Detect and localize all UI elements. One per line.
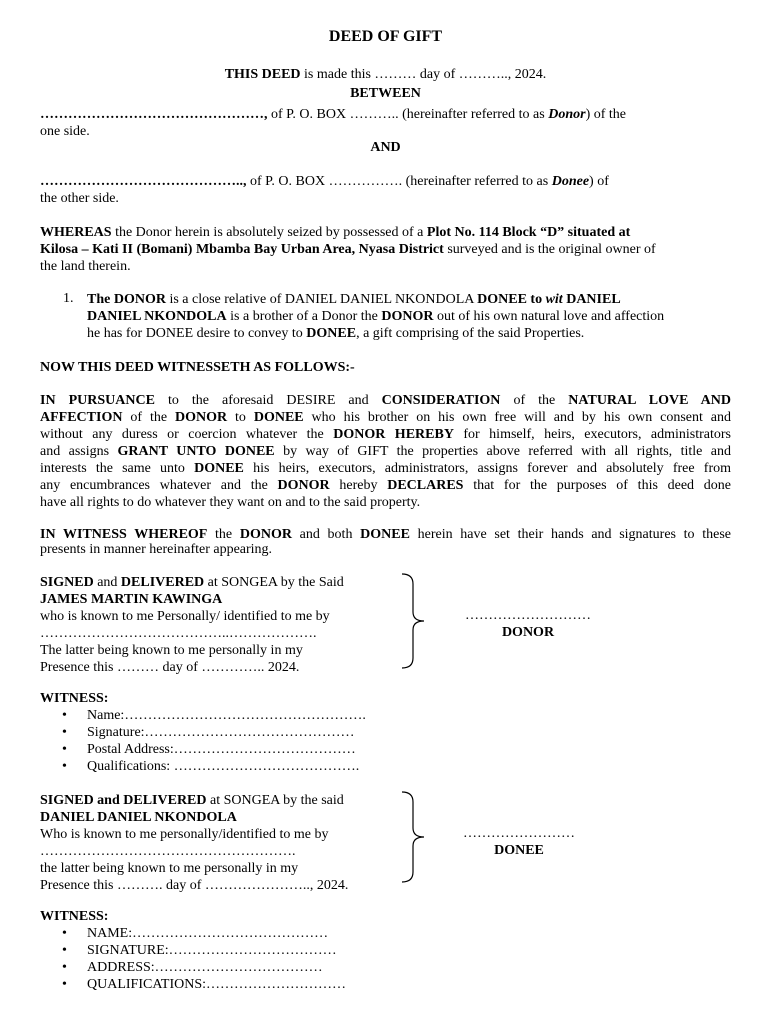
in-witness-text: herein have set their hands and signatures to these: [409, 527, 732, 542]
right-brace-icon: [400, 572, 430, 670]
sig1-location: at SONGEA by the Said: [204, 575, 344, 590]
pursuance-text: without any duress or coercion whatever the: [40, 427, 334, 442]
pursuance-text: to: [227, 410, 254, 425]
donee-address-text: of P. O. BOX ……………. (hereinafter referred to as: [246, 174, 552, 189]
donee-role-label: DONEE: [494, 843, 544, 858]
donee-end-text: ) of: [589, 174, 609, 189]
pursuance-bold: DECLARES: [387, 478, 464, 493]
pursuance-text: for himself, heirs, executors, administrators: [453, 427, 731, 442]
pursuance-text: that for the purposes of this deed done: [463, 478, 732, 493]
pursuance-line6: [40, 477, 731, 494]
whereas-text: the Donor herein is absolutely seized by possessed of a: [111, 225, 427, 240]
between-label: BETWEEN: [350, 86, 421, 101]
signed-delivered-label: SIGNED and DELIVERED: [40, 793, 207, 808]
clause-name-start: DANIEL: [562, 292, 621, 307]
pursuance-bold: CONSIDERATION: [381, 393, 501, 408]
pursuance-line5: [40, 460, 731, 477]
clause-donor: DONOR: [381, 309, 434, 324]
pursuance-bold: AFFECTION: [40, 410, 123, 425]
pursuance-bold: DONOR: [174, 410, 228, 425]
donee-signature-block: [40, 792, 400, 894]
pursuance-bold: DONOR: [277, 478, 330, 493]
plot-location: Kilosa – Kati II (Bomani) Mbamba Bay Urban Area, Nyasa District: [40, 242, 444, 257]
witness2-label: WITNESS:: [40, 909, 109, 924]
deed-date-line: [40, 67, 731, 83]
this-deed-label: THIS DEED: [224, 67, 301, 82]
pursuance-text: interests the same unto: [40, 461, 195, 476]
and-label: AND: [370, 140, 401, 155]
sig1-line5: The latter being known to me personally in my: [40, 643, 303, 658]
in-witness-label: IN WITNESS WHEREOF: [40, 527, 208, 542]
clause-1-line1: [87, 291, 731, 308]
pursuance-text: by way of GIFT the properties above referred with all rights, title and: [274, 444, 732, 459]
in-witness-donor: DONOR: [239, 527, 292, 542]
sig1-line4: …………………………………..……………….: [40, 626, 317, 641]
pursuance-line3: [40, 426, 731, 443]
deed-date-text: is made this ……… day of ……….., 2024.: [300, 67, 547, 82]
donor-name: JAMES MARTIN KAWINGA: [40, 592, 223, 607]
donor-address-text: of P. O. BOX ……….. (hereinafter referred to as: [267, 107, 549, 122]
donee-name-blank: ……………………………………..,: [40, 174, 247, 189]
sig1-line1: [40, 574, 400, 591]
donee-name: DANIEL DANIEL NKONDOLA: [40, 810, 237, 825]
donee-signature-area: [444, 825, 594, 859]
pursuance-bold: DONEE: [194, 461, 244, 476]
sig2-line5: the latter being known to me personally in my: [40, 861, 299, 876]
donee-party-line2: the other side.: [40, 191, 119, 206]
sig1-line6: Presence this ……… day of ………….. 2024.: [40, 660, 300, 675]
pursuance-text: any encumbrances whatever and the: [40, 478, 278, 493]
in-witness-donee: DONEE: [360, 527, 410, 542]
donee-word: Donee: [551, 174, 590, 189]
donor-signature-line[interactable]: ………………………: [465, 608, 591, 623]
witness1-list: [40, 707, 366, 775]
donor-party-line2: one side.: [40, 124, 90, 139]
witness2-name-field[interactable]: • NAME:……………………………………: [40, 925, 346, 942]
sig2-line1: [40, 792, 400, 809]
donee-signature-line[interactable]: ……………………: [463, 826, 575, 841]
donor-name-blank: …………………………………………,: [40, 107, 268, 122]
and-text: and: [93, 575, 121, 590]
witness2-address-field[interactable]: • ADDRESS:………………………………: [40, 959, 346, 976]
witness2-list: [40, 925, 346, 993]
donor-word: Donor: [548, 107, 586, 122]
clause-text2: is a brother of a Donor the: [226, 309, 382, 324]
witness1-signature-field[interactable]: • Signature:………………………………………: [40, 724, 366, 741]
pursuance-line2: [40, 409, 731, 426]
sig2-location: at SONGEA by the said: [206, 793, 344, 808]
in-witness-line2: presents in manner hereinafter appearing.: [40, 542, 273, 557]
donor-role-label: DONOR: [501, 625, 555, 640]
clause-donor-label: The DONOR: [87, 292, 166, 307]
pursuance-text: of the: [122, 410, 175, 425]
clause-name-end: DANIEL NKONDOLA: [87, 309, 227, 324]
whereas-line2: [40, 241, 731, 258]
clause-text4: he has for DONEE desire to convey to: [87, 326, 307, 341]
clause-text5: , a gift comprising of the said Properties.: [356, 326, 585, 341]
witness1-label: WITNESS:: [40, 691, 109, 706]
in-witness-text: the: [207, 527, 240, 542]
pursuance-bold: NATURAL LOVE AND: [568, 393, 732, 408]
clause-number: 1.: [63, 291, 74, 306]
whereas-line1: [40, 224, 731, 241]
pursuance-text: to the aforesaid DESIRE and: [154, 393, 382, 408]
witness2-qualifications-field[interactable]: • QUALIFICATIONS:…………………………: [40, 976, 346, 993]
sig2-line3: Who is known to me personally/identified to me by: [40, 827, 329, 842]
witness2-signature-field[interactable]: • SIGNATURE:………………………………: [40, 942, 346, 959]
pursuance-text: who his brother on his own free will and by his own consent and: [303, 410, 732, 425]
clause-text: is a close relative of DANIEL DANIEL NKONDOLA: [165, 292, 478, 307]
pursuance-bold: IN PURSUANCE: [40, 393, 155, 408]
pursuance-text: his heirs, executors, administrators, assigns forever and absolutely free from: [243, 461, 731, 476]
delivered-label: DELIVERED: [120, 575, 205, 590]
sig1-line3: who is known to me Personally/ identified to me by: [40, 609, 330, 624]
witnesseth-heading: NOW THIS DEED WITNESSETH AS FOLLOWS:-: [40, 360, 355, 375]
pursuance-text: hereby: [329, 478, 388, 493]
plot-description: Plot No. 114 Block “D” situated at: [426, 225, 631, 240]
donor-signature-block: [40, 574, 400, 676]
clause-donee-label: DONEE to: [477, 292, 546, 307]
pursuance-text: of the: [500, 393, 569, 408]
signed-label: SIGNED: [40, 575, 94, 590]
pursuance-line4: [40, 443, 731, 460]
whereas-line3: the land therein.: [40, 259, 131, 274]
clause-text3: out of his own natural love and affection: [433, 309, 665, 324]
pursuance-bold: GRANT UNTO DONEE: [117, 444, 275, 459]
clause-wit: wit: [545, 292, 563, 307]
right-brace-icon: [400, 790, 430, 884]
in-witness-text: and both: [291, 527, 361, 542]
witness1-name-field[interactable]: • Name:…………………………………………….: [40, 707, 366, 724]
witness1-address-field[interactable]: • Postal Address:…………………………………: [40, 741, 366, 758]
sig2-line6: Presence this ………. day of ………………….., 2024.: [40, 878, 349, 893]
pursuance-line1: [40, 392, 731, 409]
witness1-qualifications-field[interactable]: • Qualifications: ………………………………….: [40, 758, 366, 775]
clause-1-line3: [87, 325, 731, 342]
donor-party-line: [40, 106, 731, 123]
clause-donee: DONEE: [306, 326, 357, 341]
whereas-text2: surveyed and is the original owner of: [443, 242, 656, 257]
whereas-label: WHEREAS: [40, 225, 112, 240]
pursuance-bold: DONEE: [253, 410, 304, 425]
clause-1-line2: [87, 308, 731, 325]
donee-party-line: [40, 173, 731, 190]
pursuance-line7: have all rights to do whatever they want on and to the said property.: [40, 495, 421, 510]
pursuance-text: and assigns: [40, 444, 118, 459]
sig2-line4: ……………………………………………….: [40, 844, 296, 859]
donor-signature-area: [448, 607, 608, 641]
pursuance-bold: DONOR HEREBY: [333, 427, 454, 442]
document-title: DEED OF GIFT: [328, 28, 443, 45]
donor-end-text: ) of the: [585, 107, 626, 122]
